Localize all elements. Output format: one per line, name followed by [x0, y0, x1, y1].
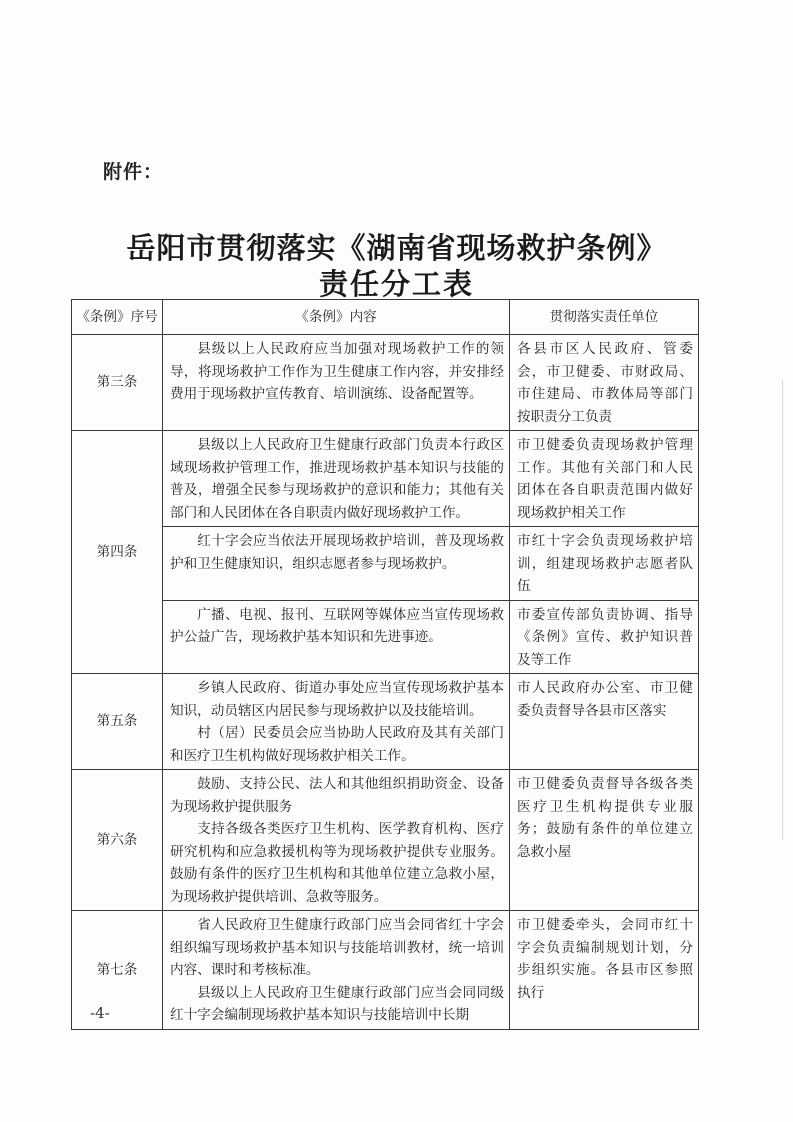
- content-paragraph: 村（居）民委员会应当协助人民政府及其有关部门和医疗卫生机构做好现场救护相关工作。: [170, 725, 504, 764]
- article-content-cell: [163, 527, 510, 601]
- content-paragraph: 广播、电视、报刊、互联网等媒体应当宣传现场救护公益广告，现场救护基本知识和先进事迹。: [170, 606, 504, 645]
- article-content-cell: [163, 770, 510, 911]
- article-content-cell: [163, 911, 510, 1030]
- header-responsible-unit: 贯彻落实责任单位: [510, 300, 699, 335]
- table-row: [72, 431, 699, 527]
- article-content-cell: [163, 600, 510, 674]
- article-content-cell: [163, 674, 510, 770]
- header-article-number: 《条例》序号: [72, 300, 163, 335]
- article-number-cell: 第六条: [72, 770, 163, 911]
- content-paragraph: 县级以上人民政府卫生健康行政部门负责本行政区域现场救护管理工作，推进现场救护基本知识与技能的普及，增强全民参与现场救护的意识和能力；其他有关部门和人民团体在各自职责内做好现场救护工作。: [170, 437, 504, 521]
- table-row: [72, 911, 699, 1030]
- content-paragraph: 县级以上人民政府应当加强对现场救护工作的领导，将现场救护工作作为卫生健康工作内容，并安排经费用于现场救护宣传教育、培训演练、设备配置等。: [170, 341, 504, 402]
- article-number-cell: 第三条: [72, 335, 163, 431]
- page-number: -4-: [90, 1004, 110, 1022]
- table-header-row: [72, 300, 699, 335]
- responsible-unit-cell: 市卫健委负责现场救护管理工作。其他有关部门和人民团体在各自职责范围内做好现场救护相关工作: [510, 431, 699, 527]
- article-content-cell: [163, 431, 510, 527]
- responsible-unit-cell: 市卫健委负责督导各级各类医疗卫生机构提供专业服务；鼓励有条件的单位建立急救小屋: [510, 770, 699, 911]
- table-row: [72, 527, 699, 601]
- content-paragraph: 省人民政府卫生健康行政部门应当会同省红十字会组织编写现场救护基本知识与技能培训教材，统一培训内容、课时和考核标准。: [170, 917, 504, 978]
- table-row: [72, 770, 699, 911]
- responsibility-table: [71, 299, 699, 1030]
- document-title: 岳阳市贯彻落实《湖南省现场救护条例》: [126, 231, 667, 265]
- scan-edge-line: [782, 380, 783, 840]
- document-subtitle: 责任分工表: [318, 267, 474, 301]
- content-paragraph: 鼓励、支持公民、法人和其他组织捐助资金、设备为现场救护提供服务: [170, 776, 504, 815]
- responsible-unit-cell: 市人民政府办公室、市卫健委负责督导各县市区落实: [510, 674, 699, 770]
- content-paragraph: 乡镇人民政府、街道办事处应当宣传现场救护基本知识，动员辖区内居民参与现场救护以及技能培训。: [170, 680, 504, 719]
- table-row: [72, 674, 699, 770]
- table-row: [72, 335, 699, 431]
- responsible-unit-cell: 市委宣传部负责协调、指导《条例》宣传、救护知识普及等工作: [510, 600, 699, 674]
- content-paragraph: 红十字会应当依法开展现场救护培训，普及现场救护和卫生健康知识，组织志愿者参与现场救护。: [170, 533, 504, 572]
- article-number-cell: 第四条: [72, 431, 163, 674]
- article-number-cell: 第七条: [72, 911, 163, 1030]
- article-content-cell: [163, 335, 510, 431]
- attachment-label: 附件：: [103, 161, 164, 183]
- header-article-content: 《条例》内容: [163, 300, 510, 335]
- responsible-unit-cell: 市卫健委牵头，会同市红十字会负责编制规划计划，分步组织实施。各县市区参照执行: [510, 911, 699, 1030]
- table-row: [72, 600, 699, 674]
- content-paragraph: 支持各级各类医疗卫生机构、医学教育机构、医疗研究机构和应急救援机构等为现场救护提供专业服务。鼓励有条件的医疗卫生机构和其他单位建立急救小屋，为现场救护提供培训、急救等服务。: [170, 821, 504, 905]
- responsible-unit-cell: 市红十字会负责现场救护培训，组建现场救护志愿者队伍: [510, 527, 699, 601]
- article-number-cell: 第五条: [72, 674, 163, 770]
- responsible-unit-cell: 各县市区人民政府、管委会，市卫健委、市财政局、市住建局、市教体局等部门按职责分工负责: [510, 335, 699, 431]
- content-paragraph: 县级以上人民政府卫生健康行政部门应当会同同级红十字会编制现场救护基本知识与技能培训中长期: [170, 984, 504, 1023]
